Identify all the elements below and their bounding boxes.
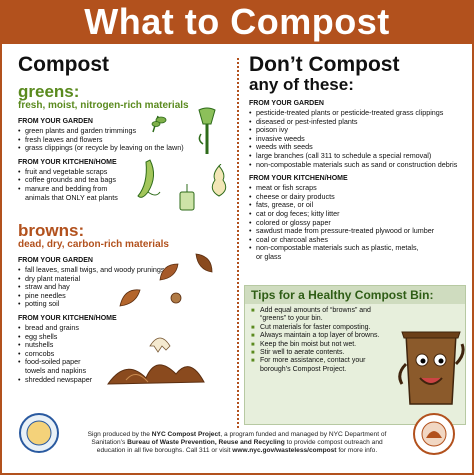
list-item: • fruit and vegetable scraps	[18, 168, 233, 177]
list-item: • fall leaves, small twigs, and woody prunings	[18, 266, 233, 275]
list-item: • meat or fish scraps	[249, 184, 464, 193]
list-item-continued: towels and napkins	[25, 365, 87, 375]
dont-compost-title: Don’t Compost	[249, 53, 400, 76]
greens-garden-heading: FROM YOUR GARDEN	[18, 118, 93, 125]
browns-subtitle: dead, dry, carbon-rich materials	[18, 239, 169, 250]
seal-logo-icon	[18, 412, 60, 454]
watering-can-icon	[195, 104, 221, 156]
greens-kitchen-heading: FROM YOUR KITCHEN/HOME	[18, 158, 117, 166]
list-item: • pine needles	[18, 292, 233, 301]
footer-url-link[interactable]: www.nyc.gov/wasteless/compost	[232, 447, 337, 454]
list-item-continued: or glass	[256, 251, 282, 261]
pear-core-icon	[206, 164, 232, 198]
leaf-icon	[118, 286, 142, 308]
list-item: • coffee grounds and tea bags	[18, 176, 233, 185]
list-item: • nutshells	[18, 341, 233, 350]
tea-bag-icon	[176, 184, 198, 212]
compost-title: Compost	[18, 53, 109, 76]
list-item: • corncobs	[18, 350, 233, 359]
greens-title: greens:	[18, 82, 80, 101]
list-item: • poison ivy	[249, 126, 464, 135]
nut-icon	[170, 292, 182, 304]
dont-garden-heading: FROM YOUR GARDEN	[249, 100, 324, 107]
greens-kitchen-list	[18, 168, 233, 202]
list-item: • weeds with seeds	[249, 143, 464, 152]
list-item: • fresh leaves and flowers	[18, 136, 233, 145]
dont-compost-subtitle: any of these:	[249, 75, 354, 94]
list-item: • large branches (call 311 to schedule a special removal)	[249, 152, 464, 161]
page-title: What to Compost	[0, 0, 474, 44]
list-item: • cat or dog feces; kitty litter	[249, 210, 464, 219]
footer-text: education in all five boroughs. Call 311 or visit	[96, 447, 233, 454]
list-item: • invasive weeds	[249, 135, 464, 144]
list-item: • sawdust made from pressure-treated plywood or lumber	[249, 227, 464, 236]
list-item: • dry plant material	[18, 275, 233, 284]
list-item: • green plants and garden trimmings	[18, 127, 233, 136]
footer-org-name: NYC Compost Project	[151, 431, 221, 438]
tip-item: ■ Stir well to aerate contents.	[251, 349, 391, 357]
list-item: • non-compostable materials such as plastic, metals,	[249, 244, 464, 253]
footer-bureau-name: Bureau of Waste Prevention, Reuse and Recycling	[127, 439, 285, 446]
tip-item: ■ Add equal amounts of “browns” and “greens” to your bin.	[251, 307, 391, 324]
compost-bin-mascot-icon	[396, 314, 466, 414]
greens-subtitle: fresh, moist, nitrogen-rich materials	[18, 100, 189, 111]
leaf-icon	[158, 262, 180, 282]
plant-sprig-icon	[148, 112, 170, 134]
list-item: • cheese or dairy products	[249, 193, 464, 202]
dont-compost-column	[249, 54, 464, 262]
tips-list	[245, 304, 395, 374]
leaf-pile-icon	[106, 348, 206, 388]
dont-kitchen-list	[249, 184, 464, 261]
browns-title: browns:	[18, 221, 85, 240]
footer-text: to provide compost outreach and	[284, 439, 383, 446]
list-item: • egg shells	[18, 333, 233, 342]
column-divider	[237, 58, 239, 428]
tips-title: Tips for a Healthy Compost Bin:	[245, 286, 465, 304]
compost-column	[18, 53, 233, 384]
list-item-continued: animals that ONLY eat plants	[25, 192, 118, 202]
browns-garden-heading: FROM YOUR GARDEN	[18, 257, 93, 264]
tip-item: ■ Keep the bin moist but not wet.	[251, 341, 391, 349]
leaf-icon	[194, 252, 214, 274]
list-item: • grass clippings (or recycle by leaving on the lawn)	[18, 144, 233, 153]
footer-text: Sanitation’s	[91, 439, 128, 446]
tip-item: ■ For more assistance, contact your borough’s Compost Project.	[251, 357, 391, 374]
list-item: • bread and grains	[18, 324, 233, 333]
banana-peel-icon	[132, 158, 164, 202]
list-item: • pesticide-treated plants or pesticide-treated grass clippings	[249, 109, 464, 118]
list-item: • straw and hay	[18, 283, 233, 292]
list-item: • diseased or pest-infested plants	[249, 118, 464, 127]
footer-text: for more info.	[336, 447, 378, 454]
list-item: • coal or charcoal ashes	[249, 236, 464, 245]
list-item: • potting soil	[18, 300, 233, 309]
footer-text: , a program funded and managed by NYC Department of	[220, 431, 387, 438]
list-item: • food-soiled paper	[18, 358, 233, 367]
tip-item: ■ Cut materials for faster composting.	[251, 324, 391, 332]
tip-item: ■ Always maintain a top layer of browns.	[251, 332, 391, 340]
nyc-compost-logo-icon	[412, 412, 456, 456]
dont-garden-list	[249, 109, 464, 169]
browns-kitchen-heading: FROM YOUR KITCHEN/HOME	[18, 314, 117, 322]
list-item: • shredded newspaper	[18, 376, 233, 385]
list-item: • fats, grease, or oil	[249, 201, 464, 210]
list-item: • colored or glossy paper	[249, 219, 464, 228]
footer-text: Sign produced by the	[87, 431, 152, 438]
list-item: • manure and bedding from	[18, 185, 233, 194]
dont-kitchen-heading: FROM YOUR KITCHEN/HOME	[249, 175, 348, 183]
list-item: • non-compostable materials such as sand or construction debris	[249, 161, 464, 170]
footer-credits	[68, 431, 406, 455]
